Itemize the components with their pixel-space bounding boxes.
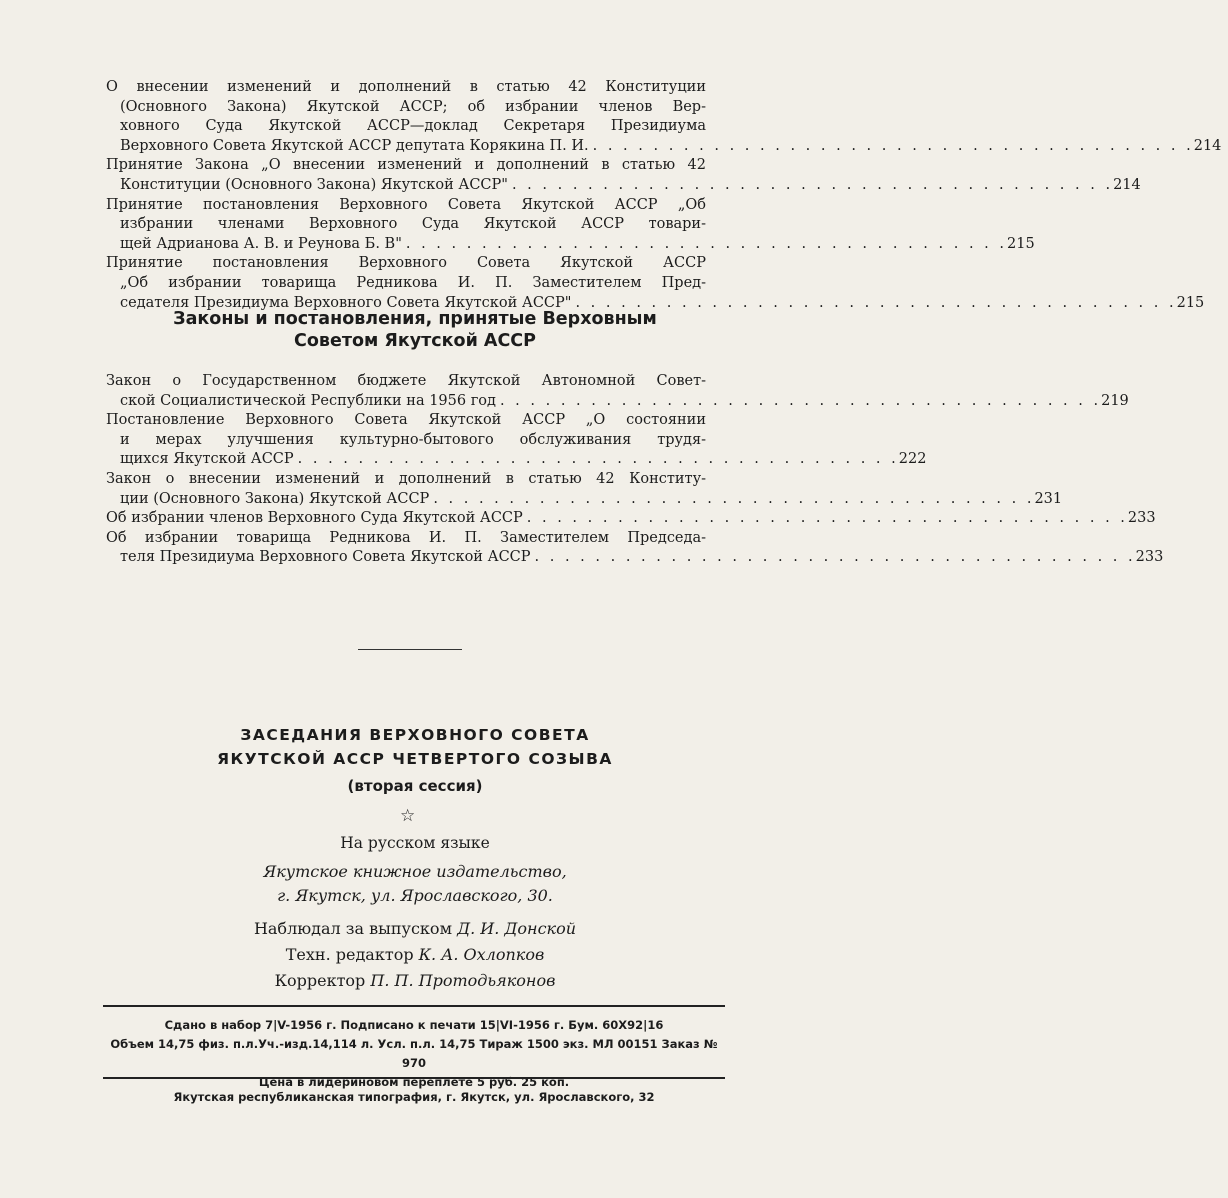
toc-page-number: 233 (1127, 510, 1156, 527)
toc-entry-text: Конституции (Основного Закона) Якутской АССР" (120, 176, 508, 193)
toc-entry (106, 254, 1205, 313)
supervisor-label: Наблюдал за выпуском (253, 919, 453, 938)
toc-entry-last-line (106, 392, 1129, 412)
toc-entry (106, 411, 927, 470)
toc-entry-last-line (106, 137, 1222, 157)
toc-entry-text: щей Адрианова А. В. и Реунова Б. В" (120, 235, 402, 252)
credit-corrector (110, 968, 720, 994)
publisher-name: Якутское книжное издательство, (263, 862, 567, 881)
imprint (103, 1016, 725, 1092)
supervisor-name: Д. И. Донской (457, 919, 577, 938)
colophon-title-line2: ЯКУТСКОЙ АССР ЧЕТВЕРТОГО СОЗЫВА (217, 750, 613, 768)
toc-entry-last-line (106, 490, 1063, 510)
corrector-name: П. П. Протодьяконов (370, 971, 556, 990)
toc-entry (106, 509, 1156, 529)
toc-page-number: 215 (1176, 294, 1205, 311)
toc-entry-line: Закон о внесении изменений и дополнений в статью 42 Конститу- (106, 470, 706, 487)
editor-label: Техн. редактор (285, 945, 414, 964)
toc-entry-last-line (106, 509, 1156, 529)
section-heading-line1: Законы и постановления, принятые Верховным (173, 309, 657, 329)
toc-leader-dots: . . . . . . . . . . . . . . . . . . . . . . . . . . . . . . . . . . . . . . . . (511, 176, 1114, 193)
toc-leader-dots: . . . . . . . . . . . . . . . . . . . . . . . . . . . . . . . . . . . . . . . . (534, 549, 1136, 566)
publisher-address: г. Якутск, ул. Ярославского, 30. (277, 886, 553, 905)
toc-entry-line: Постановление Верховного Совета Якутской АССР „О состоянии (106, 412, 706, 429)
toc-entry-line: О внесении изменений и дополнений в статью 42 Конституции (106, 79, 706, 95)
toc-entry-text: Об избрании членов Верховного Суда Якутской АССР (106, 510, 523, 527)
imprint-line3: Цена в лидериновом переплете 5 руб. 25 коп. (258, 1075, 570, 1089)
toc-entry (106, 78, 1222, 156)
toc-entry-line: Об избрании товарища Редникова И. П. Заместителем Председа- (106, 529, 706, 546)
credits (110, 916, 720, 994)
toc-entry-line: ховного Суда Якутской АССР—доклад Секретаря Президиума (120, 118, 706, 135)
toc-entry (106, 529, 1164, 568)
language-note: На русском языке (340, 834, 490, 852)
divider-bottom (103, 1077, 725, 1079)
toc-entry (106, 470, 1063, 509)
divider-top (103, 1005, 725, 1007)
toc-entry-line: и мерах улучшения культурно-бытового обслуживания трудя- (120, 431, 706, 448)
corrector-label: Корректор (274, 971, 366, 990)
toc-bottom (106, 372, 1164, 568)
toc-entry-text: Верховного Совета Якутской АССР депутата Корякина П. И. (120, 137, 589, 154)
section-heading-line2: Советом Якутской АССР (294, 331, 536, 351)
colophon-title-line1: ЗАСЕДАНИЯ ВЕРХОВНОГО СОВЕТА (240, 726, 590, 744)
section-heading (110, 308, 720, 352)
toc-entry-text: ции (Основного Закона) Якутской АССР (120, 490, 430, 507)
printer-line: Якутская республиканская типография, г. Якутск, ул. Ярославского, 32 (173, 1090, 655, 1104)
toc-entry-line: Принятие постановления Верховного Совета Якутской АССР (106, 255, 706, 272)
toc-entry-text: ской Социалистической Республики на 1956 год (120, 392, 496, 409)
toc-entry-line: (Основного Закона) Якутской АССР; об избрании членов Вер- (120, 98, 706, 115)
colophon-title (110, 723, 720, 771)
toc-top (106, 78, 1222, 313)
divider-short (358, 649, 462, 650)
toc-leader-dots: . . . . . . . . . . . . . . . . . . . . . . . . . . . . . . . . . . . . . . . . (297, 451, 899, 468)
toc-entry (106, 196, 1035, 255)
toc-page-number: 219 (1101, 392, 1129, 409)
star-icon: ☆ (400, 806, 416, 826)
toc-entry-text: теля Президиума Верховного Совета Якутской АССР (120, 549, 531, 566)
toc-entry-line: Принятие постановления Верховного Совета Якутской АССР „Об (106, 196, 706, 213)
toc-page-number: 214 (1193, 137, 1222, 154)
toc-entry-last-line (106, 548, 1164, 568)
toc-page-number: 222 (898, 451, 927, 468)
session-label: (вторая сессия) (347, 777, 483, 795)
toc-leader-dots: . . . . . . . . . . . . . . . . . . . . . . . . . . . . . . . . . . . . . . . . (405, 235, 1007, 252)
toc-entry (106, 156, 1141, 195)
toc-leader-dots: . . . . . . . . . . . . . . . . . . . . . . . . . . . . . . . . . . . . . . . . (592, 137, 1194, 154)
toc-entry-line: „Об избрании товарища Редникова И. П. Заместителем Пред- (120, 274, 706, 291)
toc-page-number: 231 (1034, 490, 1063, 507)
toc-entry-last-line (106, 176, 1141, 196)
toc-entry-line: Принятие Закона „О внесении изменений и дополнений в статью 42 (106, 157, 706, 174)
credit-editor (110, 942, 720, 968)
toc-entry (106, 372, 1129, 411)
toc-page-number: 233 (1135, 549, 1164, 566)
toc-leader-dots: . . . . . . . . . . . . . . . . . . . . . . . . . . . . . . . . . . . . . . . . (575, 294, 1177, 311)
toc-entry-text: щихся Якутской АССР (120, 451, 294, 468)
editor-name: К. А. Охлопков (418, 945, 545, 964)
imprint-line2: Объем 14,75 физ. п.л.Уч.-изд.14,114 л. Усл. п.л. 14,75 Тираж 1500 экз. МЛ 00151 Заказ № 970 (110, 1037, 718, 1070)
toc-leader-dots: . . . . . . . . . . . . . . . . . . . . . . . . . . . . . . . . . . . . . . . . (526, 510, 1128, 527)
toc-page-number: 214 (1113, 176, 1141, 193)
toc-leader-dots: . . . . . . . . . . . . . . . . . . . . . . . . . . . . . . . . . . . . . . . . (499, 392, 1102, 409)
toc-entry-line: Закон о Государственном бюджете Якутской Автономной Совет- (106, 373, 706, 389)
toc-entry-last-line (106, 450, 927, 470)
toc-entry-line: избрании членами Верховного Суда Якутской АССР товари- (120, 216, 706, 233)
toc-entry-last-line (106, 235, 1035, 255)
imprint-line1: Сдано в набор 7|V-1956 г. Подписано к печати 15|VI-1956 г. Бум. 60Х92|16 (164, 1018, 664, 1032)
toc-entry-text: седателя Президиума Верховного Совета Якутской АССР" (120, 294, 572, 311)
toc-leader-dots: . . . . . . . . . . . . . . . . . . . . . . . . . . . . . . . . . . . . . . . . (433, 490, 1035, 507)
publisher (110, 860, 720, 908)
credit-supervisor (110, 916, 720, 942)
toc-page-number: 215 (1007, 235, 1035, 252)
